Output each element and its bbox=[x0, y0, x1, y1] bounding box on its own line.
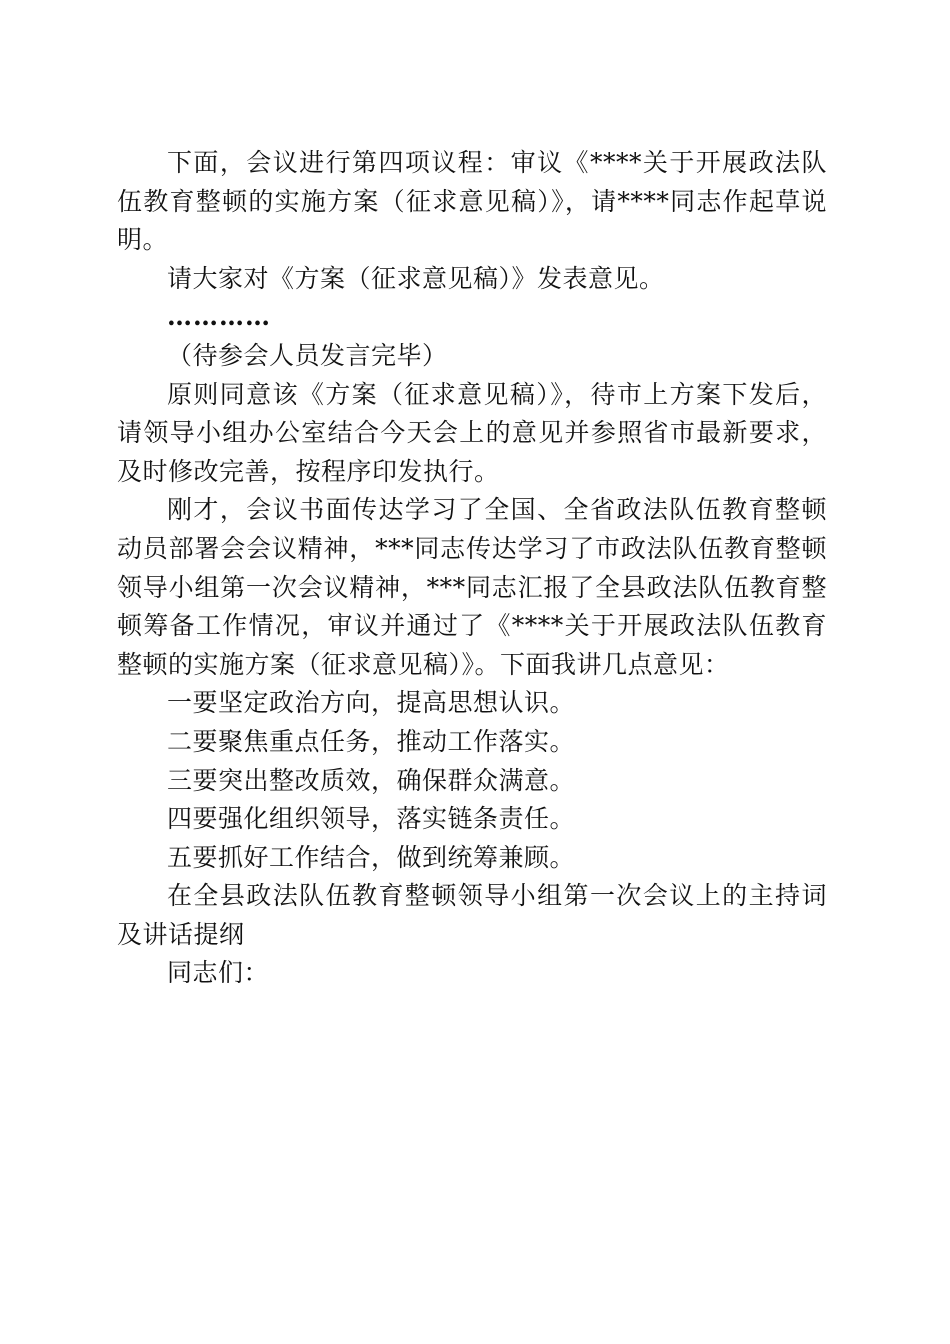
paragraph-summary: 刚才，会议书面传达学习了全国、全省政法队伍教育整顿动员部署会会议精神，***同志传达学习了市政法队伍教育整顿领导小组第一次会议精神，***同志汇报了全县政法队伍教育整顿筹备工作情况，审议并通过了《****关于开展政法队伍教育整顿的实施方案（征求意见稿）》。下面我讲几点意见： bbox=[117, 495, 827, 679]
paragraph-salutation: 同志们： bbox=[167, 958, 270, 988]
paragraph-point-five: 五要抓好工作结合，做到统筹兼顾。 bbox=[167, 842, 576, 872]
paragraph-section-title: 在全县政法队伍教育整顿领导小组第一次会议上的主持词及讲话提纲 bbox=[117, 881, 827, 949]
paragraph-agenda-item-four: 下面，会议进行第四项议程：审议《****关于开展政法队伍教育整顿的实施方案（征求意见稿）》，请****同志作起草说明。 bbox=[117, 148, 827, 255]
paragraph-point-two: 二要聚焦重点任务，推动工作落实。 bbox=[167, 726, 576, 756]
document-body bbox=[117, 144, 827, 993]
paragraph-point-one: 一要坚定政治方向，提高思想认识。 bbox=[167, 688, 576, 718]
paragraph-invite-opinions: 请大家对《方案（征求意见稿）》发表意见。 bbox=[167, 263, 665, 293]
paragraph-point-three: 三要突出整改质效，确保群众满意。 bbox=[167, 765, 576, 795]
paragraph-remarks-note: （待参会人员发言完毕） bbox=[167, 340, 448, 370]
paragraph-ellipsis: ………… bbox=[167, 302, 271, 332]
paragraph-point-four: 四要强化组织领导，落实链条责任。 bbox=[167, 804, 576, 834]
paragraph-approval: 原则同意该《方案（征求意见稿）》，待市上方案下发后，请领导小组办公室结合今天会上的意见并参照省市最新要求，及时修改完善，按程序印发执行。 bbox=[117, 379, 827, 486]
